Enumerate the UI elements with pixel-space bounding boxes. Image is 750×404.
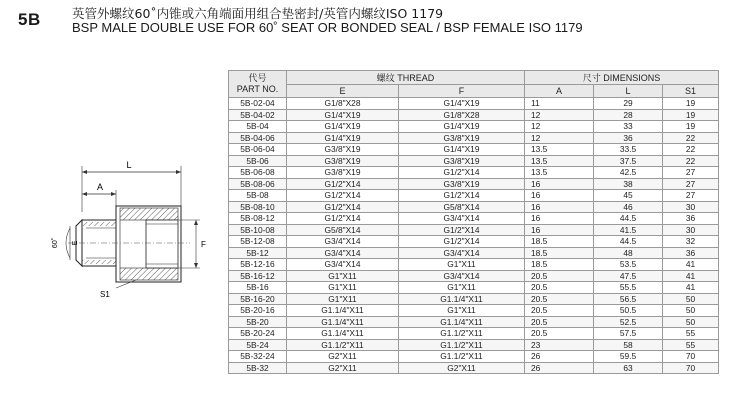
cell-e: G1/2"X14 [287,213,399,225]
cell-l: 38 [594,178,663,190]
cell-f: G1/2"X14 [399,224,525,236]
table-row [229,293,719,305]
table-row [229,155,719,167]
cell-s1: 41 [663,282,719,294]
cell-l: 29 [594,98,663,110]
cell-a: 16 [525,213,594,225]
cell-l: 28 [594,109,663,121]
label-angle: 60˚ [52,237,59,249]
label-s1: S1 [100,290,110,299]
cell-s1: 19 [663,98,719,110]
cell-e: G1/4"X19 [287,109,399,121]
cell-a: 16 [525,190,594,202]
table-row [229,339,719,351]
cell-s1: 32 [663,236,719,248]
cell-s1: 19 [663,121,719,133]
cell-l: 33 [594,121,663,133]
table-row [229,201,719,213]
cell-a: 13.5 [525,155,594,167]
cell-a: 12 [525,109,594,121]
cell-f: G1.1/4"X11 [399,293,525,305]
cell-s1: 36 [663,213,719,225]
cell-f: G2"X11 [399,362,525,374]
cell-code: 5B-20-16 [229,305,287,317]
cell-code: 5B-08-06 [229,178,287,190]
cell-code: 5B-08-12 [229,213,287,225]
cell-e: G3/8"X19 [287,144,399,156]
table-row [229,224,719,236]
cell-a: 20.5 [525,282,594,294]
cell-l: 37.5 [594,155,663,167]
cell-s1: 36 [663,247,719,259]
cell-f: G1/4"X19 [399,121,525,133]
cell-code: 5B-04 [229,121,287,133]
cell-l: 46 [594,201,663,213]
title-english: BSP MALE DOUBLE USE FOR 60˚ SEAT OR BONDED SEAL / BSP FEMALE ISO 1179 [72,20,583,35]
table-row [229,132,719,144]
col-header-f: F [399,85,525,98]
cell-f: G5/8"X14 [399,201,525,213]
cell-code: 5B-12-16 [229,259,287,271]
cell-l: 44.5 [594,236,663,248]
table-row [229,305,719,317]
cell-e: G2"X11 [287,351,399,363]
cell-code: 5B-20-24 [229,328,287,340]
cell-e: G1.1/4"X11 [287,316,399,328]
cell-code: 5B-06-04 [229,144,287,156]
cell-e: G1"X11 [287,282,399,294]
cell-l: 55.5 [594,282,663,294]
table-row [229,282,719,294]
cell-f: G1"X11 [399,259,525,271]
cell-a: 13.5 [525,144,594,156]
part-no-header-cn: 代号 [248,73,267,83]
table-row [229,236,719,248]
cell-f: G1"X11 [399,305,525,317]
table-row [229,247,719,259]
cell-code: 5B-12 [229,247,287,259]
cell-s1: 22 [663,155,719,167]
part-no-header-en: PART NO. [236,84,279,94]
cell-a: 23 [525,339,594,351]
cell-f: G1/4"X19 [399,144,525,156]
cell-e: G1/2"X14 [287,190,399,202]
cell-l: 44.5 [594,213,663,225]
cell-code: 5B-04-06 [229,132,287,144]
label-l: L [126,160,132,170]
cell-code: 5B-16-20 [229,293,287,305]
cell-s1: 70 [663,351,719,363]
cell-l: 59.5 [594,351,663,363]
cell-a: 11 [525,98,594,110]
cell-code: 5B-02-04 [229,98,287,110]
cell-e: G1/4"X19 [287,132,399,144]
cell-f: G1/2"X14 [399,167,525,179]
table-row [229,259,719,271]
cell-s1: 27 [663,167,719,179]
thread-header: 螺纹 THREAD [287,71,525,85]
cell-l: 56.5 [594,293,663,305]
cell-code: 5B-08 [229,190,287,202]
cell-a: 18.5 [525,236,594,248]
cell-l: 47.5 [594,270,663,282]
label-a: A [96,182,104,192]
cell-f: G1/2"X14 [399,236,525,248]
cell-f: G1"X11 [399,282,525,294]
cell-a: 16 [525,201,594,213]
cell-s1: 55 [663,328,719,340]
cell-f: G1.1/2"X11 [399,351,525,363]
cell-l: 52.5 [594,316,663,328]
cell-e: G5/8"X14 [287,224,399,236]
cell-code: 5B-16-12 [229,270,287,282]
cell-e: G1.1/4"X11 [287,305,399,317]
cell-s1: 50 [663,293,719,305]
cell-l: 36 [594,132,663,144]
cell-e: G1/8"X28 [287,98,399,110]
cell-a: 13.5 [525,167,594,179]
table-row [229,178,719,190]
cell-s1: 27 [663,178,719,190]
table-row [229,121,719,133]
table-row [229,316,719,328]
cell-l: 41.5 [594,224,663,236]
cell-a: 20.5 [525,316,594,328]
table-row [229,351,719,363]
cell-e: G1/2"X14 [287,201,399,213]
cell-s1: 70 [663,362,719,374]
cell-f: G1.1/2"X11 [399,328,525,340]
cell-l: 33.5 [594,144,663,156]
cell-code: 5B-12-08 [229,236,287,248]
cell-e: G1/4"X19 [287,121,399,133]
cell-code: 5B-20 [229,316,287,328]
cell-e: G1.1/4"X11 [287,328,399,340]
section-code: 5B [18,10,41,29]
col-header-l: L [594,85,663,98]
cell-e: G3/8"X19 [287,167,399,179]
cell-f: G1/2"X14 [399,190,525,202]
cell-f: G1/4"X19 [399,98,525,110]
cell-a: 20.5 [525,305,594,317]
cell-l: 57.5 [594,328,663,340]
fitting-drawing [40,150,220,325]
table-row [229,362,719,374]
cell-f: G3/8"X19 [399,178,525,190]
table-row [229,167,719,179]
cell-l: 50.5 [594,305,663,317]
cell-s1: 41 [663,270,719,282]
cell-a: 26 [525,362,594,374]
part-no-header [229,71,287,98]
cell-l: 58 [594,339,663,351]
cell-l: 53.5 [594,259,663,271]
cell-s1: 55 [663,339,719,351]
cell-a: 20.5 [525,328,594,340]
cell-a: 26 [525,351,594,363]
table-row [229,98,719,110]
cell-code: 5B-06 [229,155,287,167]
cell-f: G1.1/4"X11 [399,316,525,328]
dimensions-header: 尺寸 DIMENSIONS [525,71,719,85]
cell-a: 16 [525,178,594,190]
cell-e: G1.1/2"X11 [287,339,399,351]
cell-f: G3/8"X19 [399,132,525,144]
cell-a: 12 [525,132,594,144]
table-body [229,98,719,374]
cell-l: 42.5 [594,167,663,179]
table-row [229,328,719,340]
table-row [229,190,719,202]
cell-e: G3/4"X14 [287,236,399,248]
cell-s1: 22 [663,144,719,156]
cell-e: G2"X11 [287,362,399,374]
cell-a: 18.5 [525,259,594,271]
table-row [229,213,719,225]
cell-code: 5B-08-10 [229,201,287,213]
cell-a: 20.5 [525,270,594,282]
cell-s1: 30 [663,201,719,213]
cell-s1: 41 [663,259,719,271]
cell-s1: 50 [663,305,719,317]
col-header-a: A [525,85,594,98]
cell-f: G3/4"X14 [399,213,525,225]
cell-s1: 22 [663,132,719,144]
cell-l: 45 [594,190,663,202]
cell-code: 5B-06-08 [229,167,287,179]
cell-f: G3/8"X19 [399,155,525,167]
cell-a: 12 [525,121,594,133]
cell-e: G3/4"X14 [287,259,399,271]
table-row [229,109,719,121]
cell-s1: 27 [663,190,719,202]
cell-code: 5B-24 [229,339,287,351]
cell-a: 16 [525,224,594,236]
label-e: E [72,240,79,246]
cell-s1: 19 [663,109,719,121]
cell-f: G1.1/2"X11 [399,339,525,351]
cell-l: 63 [594,362,663,374]
cell-l: 48 [594,247,663,259]
specification-table [228,70,719,374]
cell-s1: 30 [663,224,719,236]
cell-f: G3/4"X14 [399,247,525,259]
cell-code: 5B-32 [229,362,287,374]
cell-code: 5B-04-02 [229,109,287,121]
cell-a: 18.5 [525,247,594,259]
cell-e: G3/4"X14 [287,247,399,259]
label-f: F [201,240,206,249]
cell-a: 20.5 [525,293,594,305]
col-header-e: E [287,85,399,98]
cell-e: G1/2"X14 [287,178,399,190]
cell-f: G3/4"X14 [399,270,525,282]
table-row [229,270,719,282]
table-row [229,144,719,156]
cell-e: G3/8"X19 [287,155,399,167]
cell-s1: 50 [663,316,719,328]
title-chinese: 英管外螺纹60˚内锥或六角端面用组合垫密封/英管内螺纹ISO 1179 [72,6,444,21]
cell-f: G1/8"X28 [399,109,525,121]
cell-code: 5B-10-08 [229,224,287,236]
cell-e: G1"X11 [287,293,399,305]
cell-e: G1"X11 [287,270,399,282]
cell-code: 5B-32-24 [229,351,287,363]
col-header-s1: S1 [663,85,719,98]
cell-code: 5B-16 [229,282,287,294]
